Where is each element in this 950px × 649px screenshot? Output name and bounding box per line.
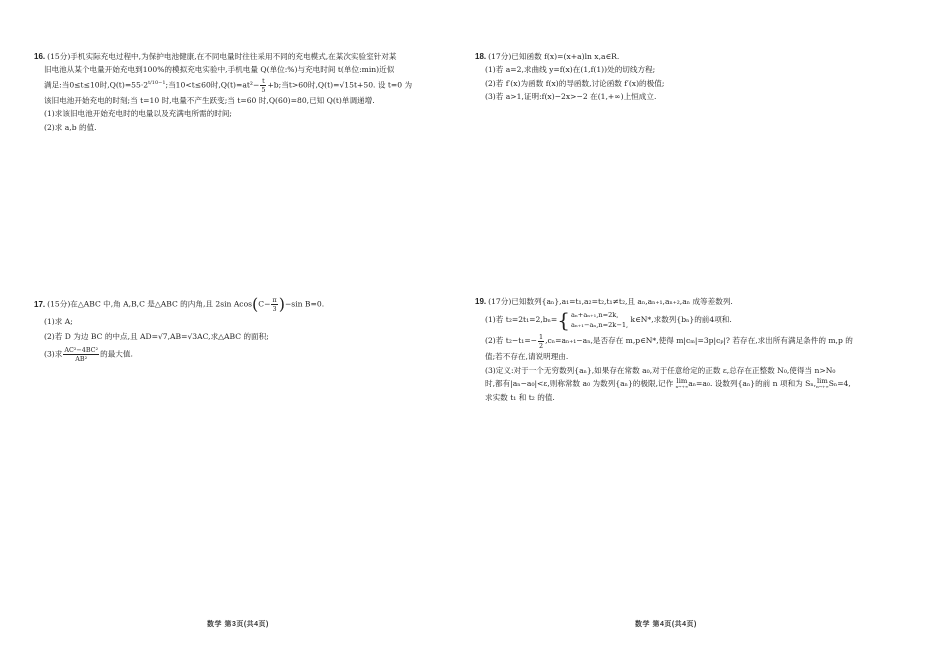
q19-limit-2: lim n→+∞	[816, 377, 829, 390]
page-4	[475, 0, 950, 649]
q16-line-3: 满足:当0≤t≤10时$,Q(t)=55\cdot 2^{t/10-1}$;当10<t≤60时,Q(t)=at²− $\frac{t}{5}$ +b;当t>60时,Q(t)=√15t+50. 设 t=0 为	[44, 76, 413, 94]
q18-number: 18.	[475, 52, 487, 61]
q19-part-1: (1)若 t₂=2t₁=2,bₙ= { aₙ+aₙ₊₁,n=2k, aₙ₊₁−aₙ,n=2k−1, k∈N*,求数列{bₙ}的前4项和.	[485, 308, 732, 333]
q18-part-1: (1)若 a=2,求曲线 y=f(x)在(1,f(1))处的切线方程;	[485, 65, 656, 75]
q17-part-3: (3)求 $\frac{\text{AC²−4BC²}}{\text{AB²}}$ 的最大值.	[44, 345, 133, 363]
q18-part-2: (2)若 f′(x)为函数 f(x)的导函数,讨论函数 f′(x)的极值;	[485, 78, 665, 88]
q16-fraction: $\frac{t}{5}$	[261, 76, 266, 94]
q19-fraction-half: $\frac{1}{2}$	[539, 332, 544, 350]
q19-cases: { aₙ+aₙ₊₁,n=2k, aₙ₊₁−aₙ,n=2k−1,	[557, 308, 629, 333]
q18-part-3: (3)若 a>1,证明:f(x)−2x>−2 在(1,+∞)上恒成立.	[485, 92, 657, 102]
question-16	[34, 50, 444, 134]
q19-part-3-cont: 时,都有|aₙ−a₀|<ε,则称常数 a₀ 为数列{aₙ}的极限,记作 lim n→+∞ aₙ=a₀. 设数列{aₙ}的前 n 项和为 Sₙ, lim n→+∞ Sₙ=4,	[485, 377, 851, 390]
question-17	[34, 296, 444, 363]
q17-fraction-ratio: $\frac{\text{AC²−4BC²}}{\text{AB²}}$	[64, 345, 99, 363]
page-3-footer: 数学 第3页(共4页)	[207, 621, 269, 628]
q19-part-2-cont: 值;若不存在,请说明理由.	[485, 352, 569, 362]
q16-part-1: (1)求该旧电池开始充电时的电量以及充满电所需的时间;	[44, 109, 232, 119]
q18-line-1: 18. (17分)已知函数 f(x)=(x+a)ln x,a∈R.	[475, 52, 620, 61]
q19-part-3-end: 求实数 t₁ 和 t₂ 的值.	[485, 392, 555, 402]
q19-part-2: (2)若 t₂−t₁=− $\frac{1}{2}$ ,cₙ=aₙ₊₁−aₙ,是否存在 m,p∈N*,使得 m|cₘ|=3p|cₚ|? 若存在,求出所有满足条件的 m,p 的	[485, 332, 853, 350]
question-18	[475, 50, 915, 104]
q17-fraction-pi: $\frac{\pi}{3}$	[272, 296, 277, 313]
q16-line-2: 旧电池从某个电量开始充电到100%的模拟充电实验中,手机电量 Q(单位:%)与充电时间 t(单位:min)近似	[44, 65, 395, 75]
q17-number: 17.	[34, 299, 46, 309]
q19-limit-1: lim n→+∞	[675, 377, 689, 390]
q16-number: 16.	[34, 52, 46, 61]
q19-part-3: (3)定义:对于一个无穷数列{aₙ},如果存在常数 a₀,对于任意给定的正数 ε,总存在正整数 N₀,使得当 n>N₀	[485, 365, 836, 375]
q16-line-4: 该旧电池开始充电的时刻;当 t=10 时,电量不产生跃变;当 t=60 时,Q(60)=80,已知 Q(t)单调递增.	[44, 95, 375, 105]
question-19	[475, 295, 915, 404]
q17-part-1: (1)求 A;	[44, 317, 73, 326]
q16-line-1: 16. (15分)手机实际充电过程中,为保护电池健康,在不同电量时往往采用不同的充电模式,在某次实验室针对某	[34, 52, 397, 61]
q17-line-1: 17. (15分)在△ABC 中,角 A,B,C 是△ABC 的内角,且 2sin Acos(C− $\frac{\pi}{3}$ )−sin B=0.	[34, 294, 325, 314]
q17-part-2: (2)若 D 为边 BC 的中点,且 AD=√7,AB=√3AC,求△ABC 的面积;	[44, 332, 269, 342]
q16-part-2: (2)求 a,b 的值.	[44, 122, 97, 132]
q19-line-1: 19. (17分)已知数列{aₙ},a₁=t₁,a₂=t₂,t₁≠t₂,且 aₙ,aₙ₊₁,aₙ₊₂,aₙ 成等差数列.	[475, 297, 733, 306]
page-4-footer: 数学 第4页(共4页)	[635, 621, 697, 628]
q19-number: 19.	[475, 297, 487, 306]
